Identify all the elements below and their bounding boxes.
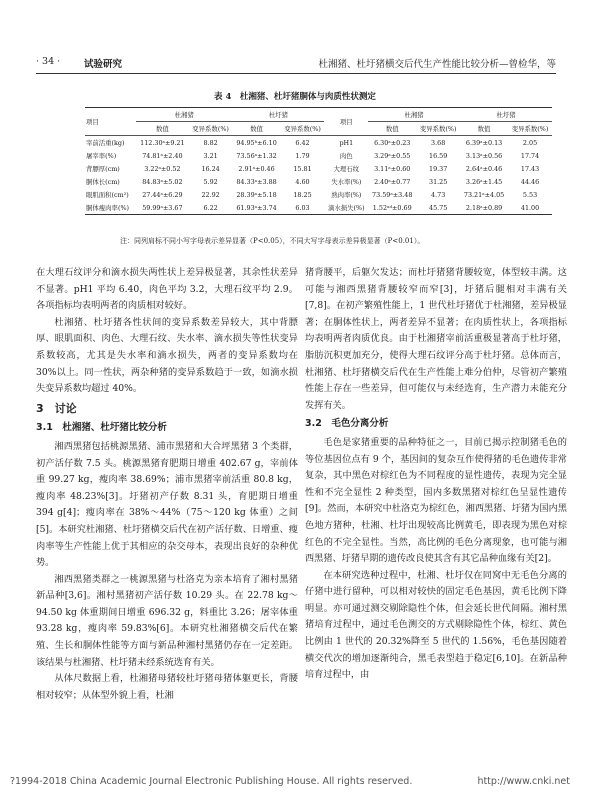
table-cell: 1.52ᵃᵈ±0.69 <box>368 201 416 215</box>
item-header: 项目 <box>85 108 136 136</box>
table-cell: 宰前活重(kg) <box>86 139 125 147</box>
running-header <box>36 56 556 70</box>
running-title: 杜湘猪、杜圩猪横交后代生产性能比较分析—曾检华，等 <box>318 59 556 70</box>
table-cell: 5.53 <box>522 190 538 199</box>
table-cell: 45.75 <box>416 201 460 215</box>
paragraph: 湘西黑猪类群之一桃源黑猪与杜洛克为亲本培育了湘村黑猪新品种[3,6]。湘村黑猪初产活仔数 10.29 头。在 22.78 kg～94.50 kg 体重期间日增重 696.32 g，料重比 3.26；屠宰体重 93.28 kg，瘦肉率 59.83%[6]。本研究杜湘猪横交后代在繁殖、生长和胴体性能等方面与新品种湘村黑猪仍存在一定差距。该结果与杜湘猪、杜圩猪未经系统选育有关。 <box>36 573 298 668</box>
table-cell: 2.05 <box>522 138 538 147</box>
table-cell: 3.29ᵃ±0.55 <box>374 151 411 160</box>
table-cell: 屠宰率(%) <box>86 152 117 160</box>
table-cell: 17.43 <box>520 164 540 173</box>
table-cell: 6.22 <box>189 201 233 215</box>
table-cell: 73.59ᵃ±3.48 <box>372 190 413 199</box>
table-cell: 6.39ᵃ±0.13 <box>465 138 503 147</box>
table-sub-header-row <box>85 122 552 136</box>
table-cell: 4.73 <box>431 190 446 199</box>
page-number: · 34 · <box>36 56 61 67</box>
table-cell: 28.39ᵃ±5.18 <box>236 190 277 199</box>
table-note: 注：同列肩标不同小写字母表示差异显著（P<0.05），不同大写字母表示差异极显著（P<0.01）。 <box>120 237 425 245</box>
group-header: 杜湘猪 <box>136 108 232 122</box>
table-cell: 19.37 <box>429 164 448 173</box>
group-header: 杜圩猪 <box>232 108 324 122</box>
table-cell: 17.74 <box>520 151 540 160</box>
section-name: 试验研究 <box>84 59 123 70</box>
table-cell: 74.81ᵃ±2.40 <box>142 151 183 160</box>
data-table <box>85 107 552 215</box>
table-cell: 18.25 <box>293 190 312 199</box>
table-cell: 6.30ᵃ±0.23 <box>374 138 411 147</box>
table-cell: 胴体瘦肉率(%) <box>85 201 136 215</box>
table-row <box>85 175 552 188</box>
table-cell: 31.25 <box>429 177 448 186</box>
table-cell: 6.03 <box>281 201 325 215</box>
paragraph: 从体尺数据上看，杜湘猪母猪较杜圩猪母猪体躯更长，背腰相对较窄；从体型外貌上看，杜湘 <box>36 673 298 701</box>
table-cell: 1.79 <box>295 151 310 160</box>
subsection-heading: 3.2 毛色分离分析 <box>305 418 389 430</box>
table-cell: pH1 <box>339 138 354 147</box>
table-cell: 41.00 <box>508 201 552 215</box>
table-row <box>85 188 552 201</box>
table-cell: 27.44ᵃ±6.29 <box>142 190 183 199</box>
paragraph: 在大理石纹评分和滴水损失两性状上差异极显著，其余性状差异不显著。pH1 平均 6.40，肉色平均 3.2，大理石纹平均 2.9。各项指标均表明两者的肉质相对较好。 <box>36 267 298 312</box>
table-cell: 3.22ᵃ±0.52 <box>144 164 181 173</box>
section-heading: 3 讨论 <box>36 401 77 415</box>
table-cell: 6.42 <box>295 138 310 147</box>
table-row <box>85 162 552 175</box>
table-cell: 胴体长(cm) <box>86 178 120 186</box>
table-group-header-row <box>85 108 552 122</box>
table-cell: 眼肌面积(cm²) <box>86 191 129 199</box>
paragraph: 毛色是家猪重要的品种特征之一，目前已揭示控制猪毛色的等位基因位点有 9 个，基因间的复杂互作使得猪的毛色遗传非常复杂，其中黑色对棕红色为不同程度的显性遗传，表现为完全显性和不完全显性 2 种类型，国内多数黑猪对棕红色呈显性遗传[9]。然而，本研究中杜洛克为棕红色，湘西黑猪、圩猪为国内黑色地方猪种，杜湘、杜圩出现较高比例黄毛，即表现为黑色对棕红色的不完全显性。当然，高比例的毛色分离现象，也可能与湘西黑猪、圩猪早期的遗传改良使其含有其它品种血缘有关[2]。 <box>305 436 567 565</box>
sub-header: 变异系数(%) <box>189 122 233 136</box>
sub-header: 数值 <box>136 122 189 136</box>
table-cell: 4.60 <box>295 177 310 186</box>
table-cell: 15.81 <box>293 164 312 173</box>
table-cell: 59.99ᵃ±3.67 <box>136 201 189 215</box>
subsection-heading: 3.1 杜湘猪、杜圩猪比较分析 <box>36 422 167 434</box>
paragraph: 猪背腰平，后躯欠发达；而杜圩猪猪背腰较宽，体型较丰满。这可能与湘西黑猪背腰较窄而窄[3]，圩猪后腿相对丰满有关[7,8]。在初产繁殖性能上，1 世代杜圩猪优于杜湘猪，差异极显著；在胴体性状上，两者差异不显著；在肉质性状上，各项指标均表明两者肉质优良。由于杜湘猪宰前活重极显著高于杜圩猪，脂肪沉积更加充分，使得大理石纹评分高于杜圩猪。总体而言，杜湘猪、杜圩猪横交后代在生产性能上难分伯仲，尽管初产繁殖性能上存在一些差异，但可能仅与未经选育，生产潜力未能充分发挥有关。 <box>305 267 567 411</box>
table-cell: 3.13ᵃ±0.56 <box>465 151 503 160</box>
table-cell: 73.56ᵃ±1.32 <box>236 151 277 160</box>
copyright-footer <box>10 776 580 787</box>
header-rule <box>36 73 556 74</box>
paragraph: 杜湘猪、杜圩猪各性状间的变异系数差异较大，其中背膘厚、眼肌面积、肉色、大理石纹、失水率、滴水损失等性状变异系数较高，尤其是失水率和滴水损失，两者的变异系数均在 30%以上。同一性状，两杂种猪的变异系数趋于一致，如滴水损失变异系数均超过 40%。 <box>36 316 298 395</box>
footer-url: http://www.cnki.net <box>477 776 570 787</box>
table-cell: 22.92 <box>201 190 220 199</box>
table-cell: 滴水损失(%) <box>324 201 368 215</box>
table-cell: 112.30ᵃ±9.21 <box>140 138 185 147</box>
item-header: 项目 <box>324 108 368 136</box>
right-column <box>305 265 567 684</box>
left-column <box>36 265 298 704</box>
table-cell: 16.24 <box>201 164 220 173</box>
table-cell: 5.92 <box>203 177 218 186</box>
table-cell: 3.21 <box>203 151 218 160</box>
table-cell: 84.33ᵃ±3.88 <box>236 177 277 186</box>
paragraph: 湘西黑猪包括桃源黑猪、浦市黑猪和大合坪黑猪 3 个类群，初产活仔数 7.5 头。桃源黑猪育肥期日增重 402.67 g，宰前体重 99.27 kg，瘦肉率 38.69%；浦市黑猪宰前活重 80.8 kg，瘦肉率 48.23%[3]。圩猪初产仔数 8.31 头，育肥期日增重 394 g[4]；瘦肉率在 38%～44%（75～120 kg 体重）之间[5]。本研究杜湘猪、杜圩猪横交后代在初产活仔数、日增重、瘦肉率等生产性能上优于其相应的杂交母本，表现出良好的杂种优势。 <box>36 440 298 569</box>
table-cell: 3.68 <box>431 138 446 147</box>
group-header: 杜圩猪 <box>460 108 552 122</box>
table-cell: 背膘厚(cm) <box>86 165 120 173</box>
table-row <box>85 149 552 162</box>
table-row <box>85 136 552 150</box>
table-cell: 肉色 <box>339 152 353 160</box>
table-cell: 3.26ᵃ±1.45 <box>465 177 503 186</box>
group-header: 杜湘猪 <box>368 108 460 122</box>
sub-header: 变异系数(%) <box>416 122 460 136</box>
table-cell: 2.91ᵃ±0.46 <box>238 164 275 173</box>
sub-header: 变异系数(%) <box>508 122 552 136</box>
table-cell: 2.64ᵃ±0.46 <box>465 164 503 173</box>
table-cell: 3.11ᵃ±0.60 <box>374 164 411 173</box>
sub-header: 变异系数(%) <box>281 122 325 136</box>
table-cell: 大理石纹 <box>333 165 360 173</box>
sub-header: 数值 <box>460 122 508 136</box>
sub-header: 数值 <box>232 122 280 136</box>
table-cell: 84.83ᵃ±5.02 <box>142 177 183 186</box>
table-cell: 失水率(%) <box>331 178 362 186</box>
table-cell: 61.93ᵃ±3.74 <box>232 201 280 215</box>
table-caption: 表 4 杜湘猪、杜圩猪胴体与肉质性状测定 <box>214 92 376 102</box>
sub-header: 数值 <box>368 122 416 136</box>
table-row <box>85 201 552 215</box>
table-cell: 熟肉率(%) <box>331 191 362 199</box>
table-cell: 73.21ᵃ±4.05 <box>463 190 505 199</box>
table-cell: 16.59 <box>429 151 448 160</box>
table-cell: 8.82 <box>203 138 218 147</box>
table-cell: 44.46 <box>520 177 540 186</box>
copyright-text: ?1994-2018 China Academic Journal Electronic Publishing House. All rights reserved. <box>10 776 413 787</box>
table-cell: 2.18ᵃ±0.89 <box>460 201 508 215</box>
table-cell: 94.95ᵇ±6.10 <box>236 138 277 147</box>
table-cell: 2.40ᵃ±0.77 <box>374 177 411 186</box>
paragraph: 在本研究选种过程中，杜湘、杜圩仅在同窝中无毛色分离的仔猪中进行留种，可以相对较快的固定毛色基因，黄毛比例下降明显。亦可通过测交剔除隐性个体，但会延长世代间隔。湘村黑猪培育过程中，通过毛色测交的方式剔除隐性个体，棕红、黄色比例由 1 世代的 20.32%降至 5 世代的 1.56%，毛色基因随着横交代次的增加逐渐纯合，黑毛表型趋于稳定[6,10]。在新品种培育过程中，由 <box>305 569 567 681</box>
